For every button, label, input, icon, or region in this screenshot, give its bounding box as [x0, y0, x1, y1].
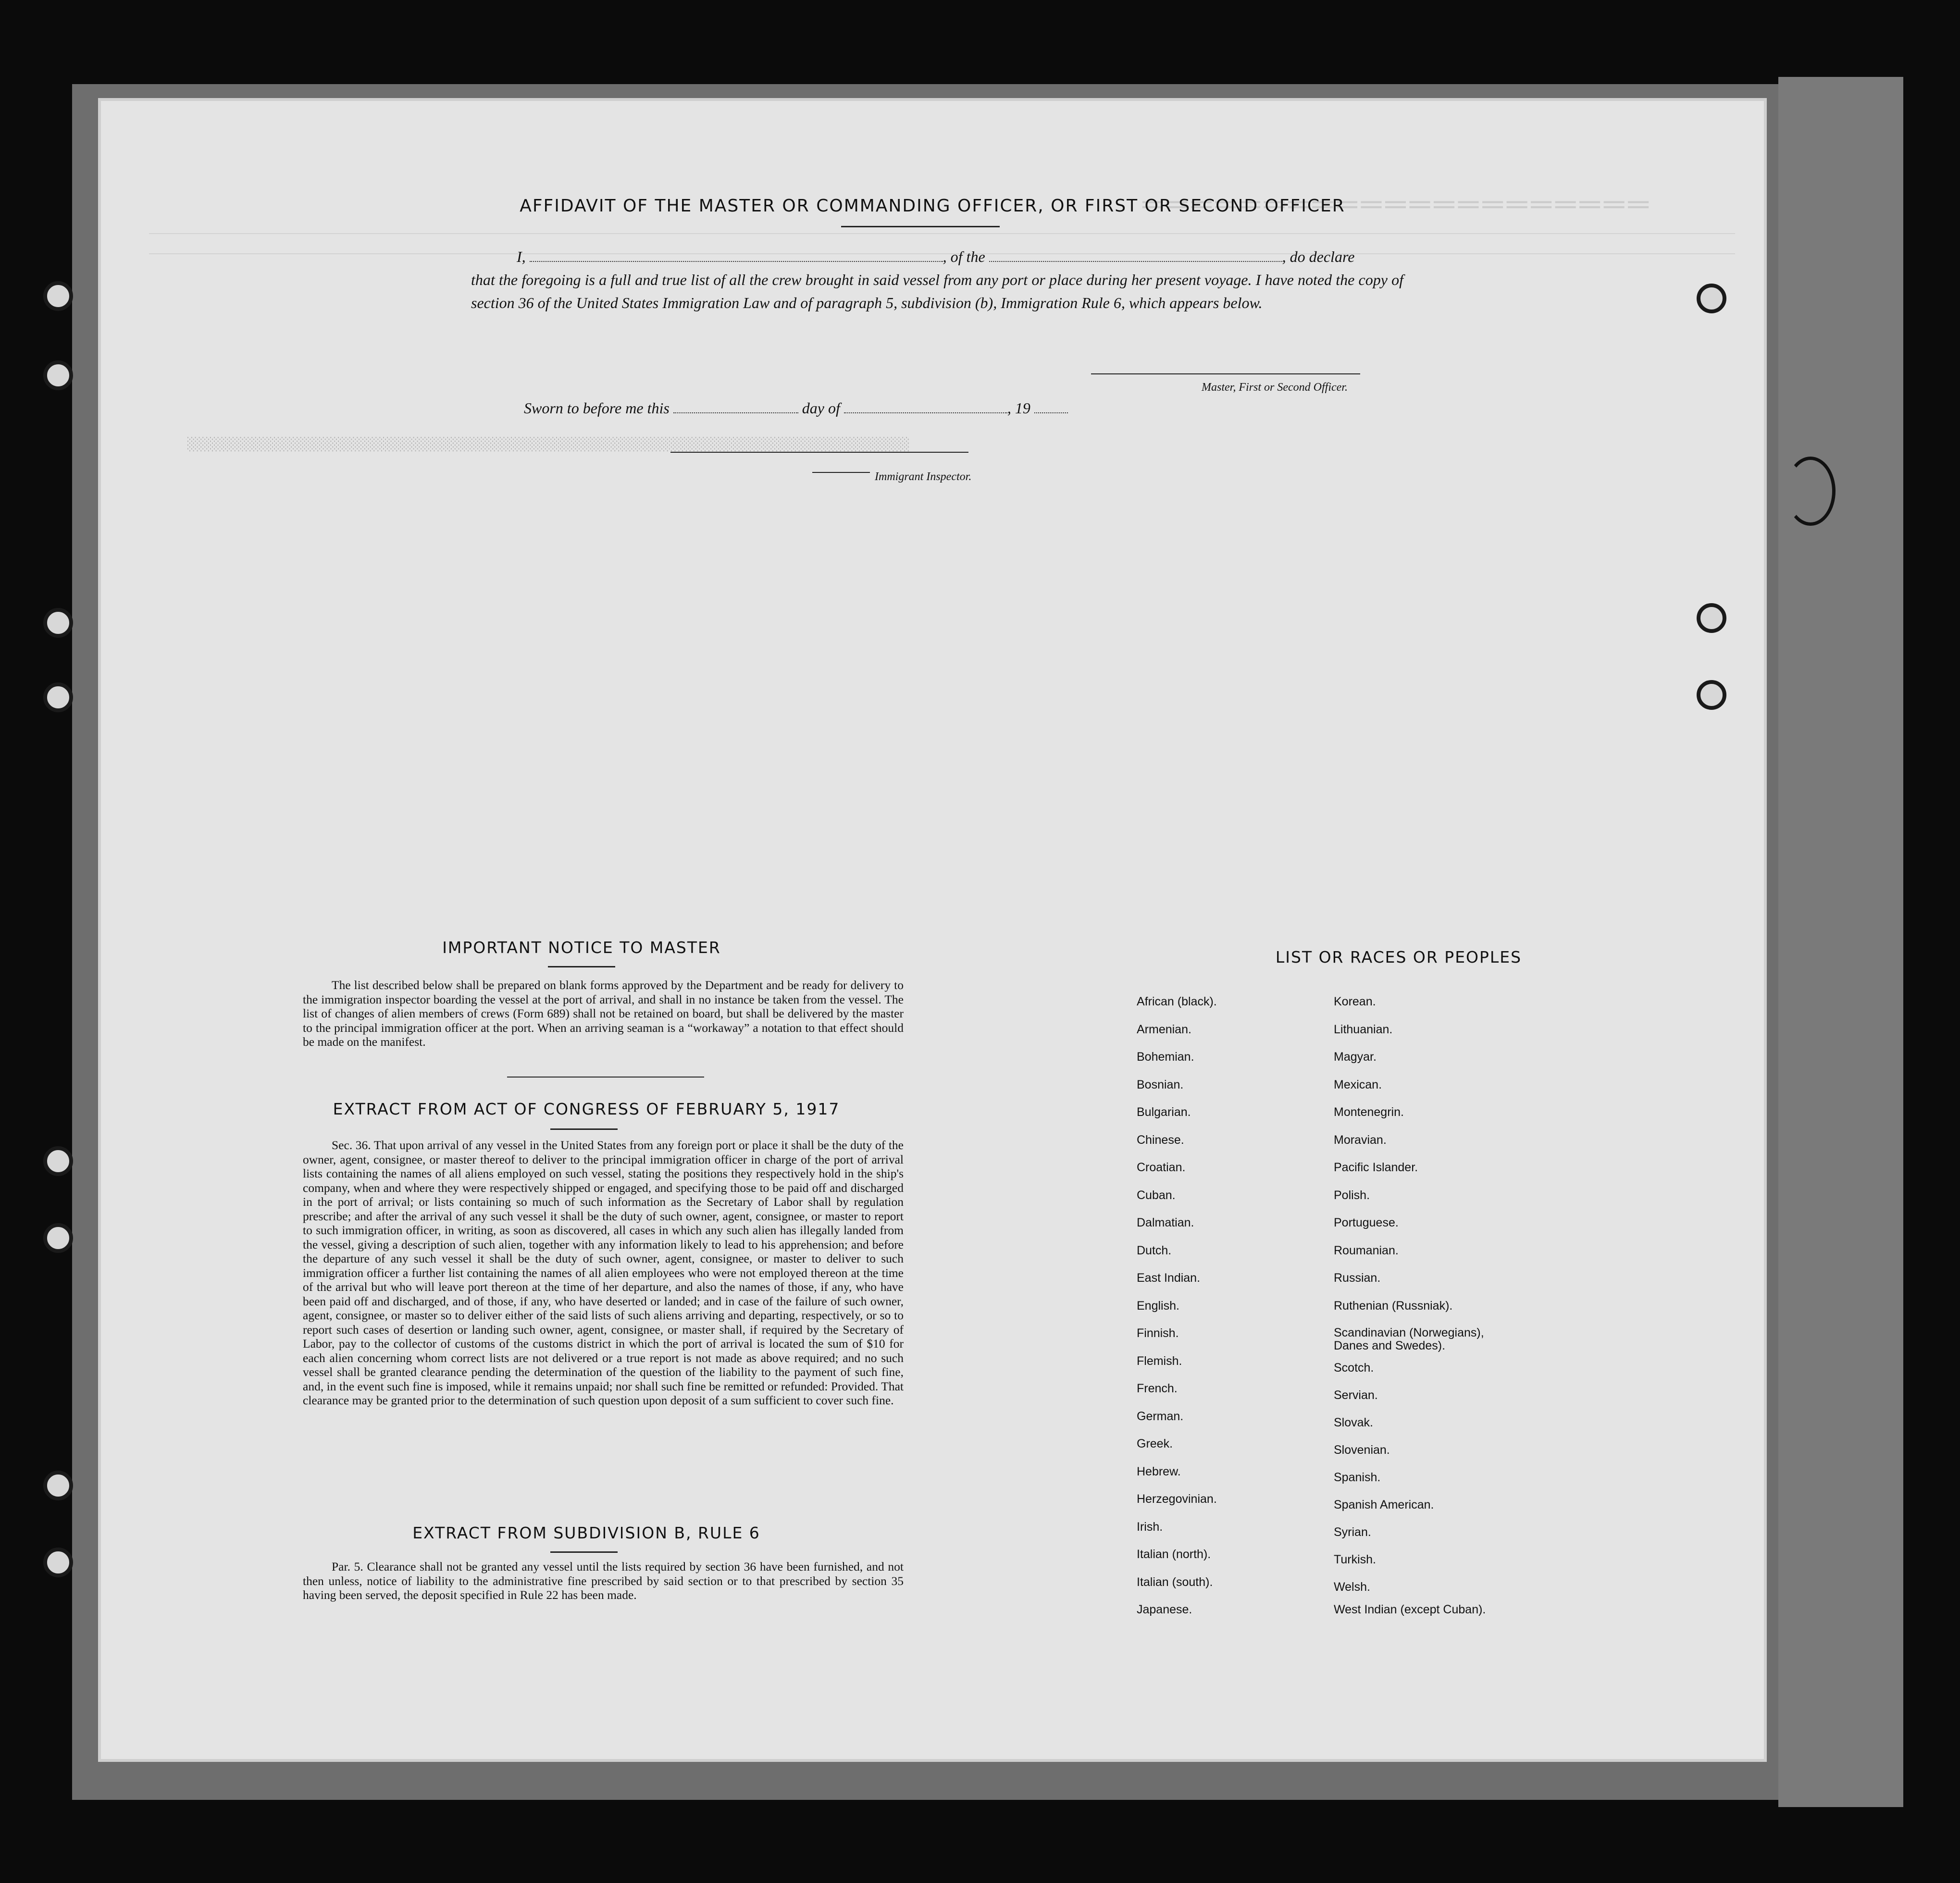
affidavit-body: that the foregoing is a full and true list of all the crew brought in said vessel from any port or place during her present voyage. I have noted the copy of section 36 of the United States Immigration Law and of paragraph 5, subdivision (b), Immigration Rule 6, which appears below. — [471, 271, 1403, 311]
inspector-label: Immigrant Inspector. — [875, 471, 972, 483]
rule-extract-title: EXTRACT FROM SUBDIVISION B, RULE 6 — [412, 1524, 760, 1542]
race-item: Spanish American. — [1334, 1498, 1434, 1511]
signature-line — [1091, 373, 1360, 374]
race-item: Greek. — [1137, 1437, 1173, 1450]
race-item: Welsh. — [1334, 1580, 1370, 1594]
race-item: Roumanian. — [1334, 1243, 1399, 1257]
race-item: Ruthenian (Russniak). — [1334, 1299, 1453, 1313]
race-item: English. — [1137, 1299, 1179, 1313]
act-extract-title: EXTRACT FROM ACT OF CONGRESS OF FEBRUARY 5, 1917 — [333, 1100, 840, 1118]
race-item: Chinese. — [1137, 1133, 1184, 1147]
race-item: Italian (south). — [1137, 1575, 1213, 1589]
race-item: Servian. — [1334, 1388, 1378, 1402]
race-item: French. — [1137, 1382, 1178, 1395]
race-item: East Indian. — [1137, 1271, 1201, 1285]
act-extract-body — [303, 1138, 904, 1408]
year-prefix-label: , 19 — [1007, 399, 1030, 417]
notice-title: IMPORTANT NOTICE TO MASTER — [442, 938, 721, 957]
race-item: German. — [1137, 1409, 1184, 1423]
race-item: Slovenian. — [1334, 1443, 1390, 1457]
ghost-row: ░░░░░░░░░░░░░░░░░░░░░░░░░░░░░░░░░░░░░░░░░░░░░░░░░░░░░░░░░░░░░░░░░░░░░░░░░░░░░░░░░░░░░░░░░░░░░░░░ — [187, 437, 910, 452]
race-item: Dutch. — [1137, 1243, 1172, 1257]
race-item: Syrian. — [1334, 1525, 1371, 1539]
inspector-signature-line — [812, 472, 870, 473]
race-item: Pacific Islander. — [1334, 1161, 1418, 1174]
race-item: African (black). — [1137, 995, 1217, 1008]
notice-rule — [548, 966, 615, 967]
race-item: Japanese. — [1137, 1603, 1192, 1616]
race-item: Moravian. — [1334, 1133, 1387, 1147]
race-item: Flemish. — [1137, 1354, 1182, 1368]
race-item: Magyar. — [1334, 1050, 1377, 1064]
race-item: Polish. — [1334, 1188, 1370, 1202]
of-the-label: , of the — [943, 248, 985, 265]
race-item: Spanish. — [1334, 1471, 1381, 1484]
race-item: Armenian. — [1137, 1022, 1191, 1036]
punch-hole — [1697, 680, 1726, 710]
race-item: Herzegovinian. — [1137, 1492, 1217, 1506]
punch-hole — [43, 608, 73, 638]
do-declare-label: , do declare — [1282, 248, 1355, 265]
form-page — [101, 101, 1764, 1759]
mounting-board-edge — [1778, 77, 1903, 1807]
race-item: Slovak. — [1334, 1416, 1373, 1429]
race-item: Montenegrin. — [1334, 1105, 1404, 1119]
race-item: Lithuanian. — [1334, 1022, 1393, 1036]
punch-hole — [43, 682, 73, 712]
binding-string — [1786, 457, 1836, 526]
rule-title-rule — [550, 1551, 618, 1553]
rule-extract-body — [303, 1560, 904, 1602]
act-paragraph: Sec. 36. That upon arrival of any vessel in the United States from any foreign port or place it shall be the duty of the owner, agent, consignee, or master thereof to deliver to the principal immigration officer in charge of the port of arrival lists containing the names of all aliens employed on such vessel, stating the positions they respectively hold in the ship's company, when and where they were respectively shipped or engaged, and specifying those to be paid off and discharged in the port of arrival; or lists containing so much of such information as the Secretary of Labor shall by regulation prescribe; and after the arrival of any such vessel it shall be the duty of such owner, agent, consignee, or master to report to such immigration officer, in writing, as soon as discovered, all cases in which any such alien has illegally landed from the vessel, giving a description of such alien, together with any information likely to lead to his apprehension; and before the departure of any such vessel it shall be the duty of such owner, agent, consignee, or master to deliver to such immigration officer a further list containing the names of all alien employees who were not employed thereon at the time of the arrival but who will leave port thereon at the time of her departure, and also the names of those, if any, who have been paid off and discharged, and of those, if any, who have deserted or landed; and in case of the failure of such owner, agent, consignee, or master so to deliver either of the said lists of such aliens arriving and departing, respectively, or so to report such cases of desertion or landing such owner, agent, consignee, or master shall, if required by the Secretary of Labor, pay to the collector of customs of the customs district in which the port of arrival is located the sum of $10 for each alien concerning whom correct lists are not delivered or a true report is not made as above required; and no such vessel shall be granted clearance pending the determination of the question of the liability to the payment of such fine, and, in the event such fine is imposed, while it remains unpaid; nor shall such fine be remitted or refunded: Provided. That clearance may be granted prior to the determination of such question upon deposit of a sum sufficient to cover such fine. — [303, 1138, 904, 1407]
notice-paragraph: The list described below shall be prepared on blank forms approved by the Department and be ready for delivery to the immigration inspector boarding the vessel at the port of arrival, and shall in no instance be taken from the vessel. The list of changes of alien members of crews (Form 689) shall not be retained on board, but shall be delivered by the master to the principal immigration officer at the port. When an arriving seaman is a “workaway” a notation to that effect should be made on the manifest. — [303, 978, 904, 1049]
race-item: Finnish. — [1137, 1326, 1179, 1340]
rule-paragraph: Par. 5. Clearance shall not be granted any vessel until the lists required by section 36 have been furnished, and not then unless, notice of liability to the administrative fine prescribed by said section or to that prescribed by section 35 having been served, the deposit specified in Rule 22 has been made. — [303, 1560, 904, 1602]
bleed-through-header: ═════════════════════ — [1139, 188, 1649, 220]
race-item: Russian. — [1334, 1271, 1381, 1285]
day-of-label: day of — [802, 399, 840, 417]
race-item: Dalmatian. — [1137, 1216, 1194, 1229]
race-item: Mexican. — [1334, 1078, 1382, 1091]
punch-hole — [1697, 603, 1726, 633]
race-item: Korean. — [1334, 995, 1376, 1008]
race-item: Bosnian. — [1137, 1078, 1184, 1091]
separator-rule — [507, 1077, 704, 1078]
race-item: Turkish. — [1334, 1553, 1376, 1566]
act-rule — [550, 1128, 618, 1130]
sworn-day-field[interactable] — [673, 398, 798, 413]
affidavit-title: AFFIDAVIT OF THE MASTER OR COMMANDING OFFICER, OR FIRST OR SECOND OFFICER — [520, 196, 1345, 216]
i-label: I, — [517, 248, 526, 265]
notice-body — [303, 978, 904, 1049]
inspector-line — [670, 452, 968, 453]
race-item: Portuguese. — [1334, 1216, 1399, 1229]
race-item: Bulgarian. — [1137, 1105, 1191, 1119]
punch-hole — [43, 1146, 73, 1176]
race-item: Italian (north). — [1137, 1548, 1211, 1561]
declaration-line — [471, 245, 1403, 268]
race-item: Croatian. — [1137, 1161, 1186, 1174]
punch-hole — [43, 1548, 73, 1577]
race-item: Cuban. — [1137, 1188, 1176, 1202]
race-item: Bohemian. — [1137, 1050, 1194, 1064]
affidavit-text-block — [471, 245, 1403, 314]
sworn-line — [524, 396, 1068, 420]
sworn-label: Sworn to before me this — [524, 399, 670, 417]
sworn-month-field[interactable] — [844, 398, 1007, 413]
sworn-year-field[interactable] — [1034, 398, 1068, 413]
punch-hole — [43, 281, 73, 311]
race-item: Scandinavian (Norwegians), Danes and Swedes). — [1334, 1326, 1484, 1352]
name-field[interactable] — [530, 247, 943, 262]
vessel-field[interactable] — [989, 247, 1282, 262]
punch-hole — [43, 1223, 73, 1253]
signature-label: Master, First or Second Officer. — [1202, 381, 1348, 394]
race-item: Scotch. — [1334, 1361, 1374, 1375]
race-item: Irish. — [1137, 1520, 1163, 1534]
race-item: West Indian (except Cuban). — [1334, 1603, 1486, 1616]
punch-hole — [43, 1471, 73, 1500]
punch-hole — [1697, 284, 1726, 313]
race-item: Hebrew. — [1137, 1464, 1181, 1478]
punch-hole — [43, 360, 73, 390]
title-rule — [841, 226, 1000, 227]
races-title: LIST OR RACES OR PEOPLES — [1275, 948, 1522, 966]
